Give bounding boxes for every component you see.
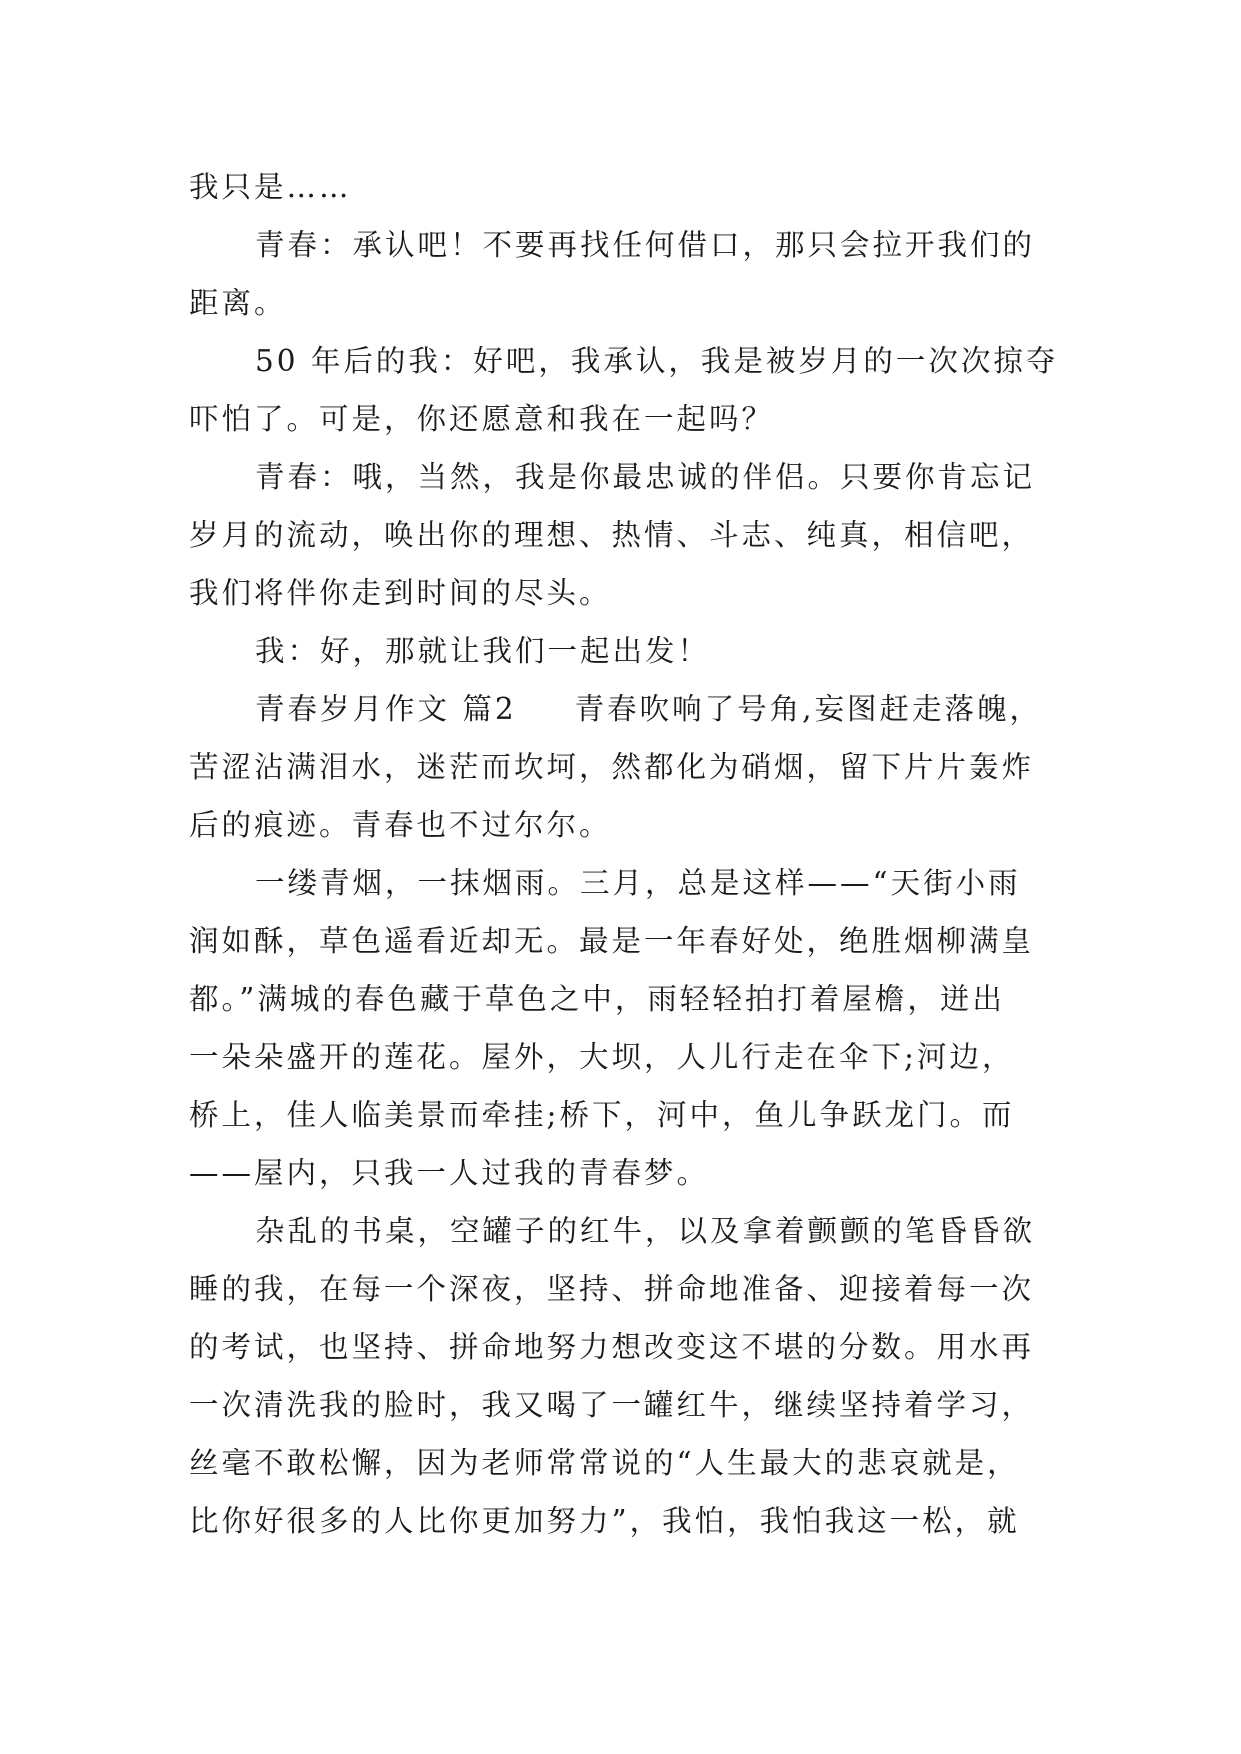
text-line: 杂乱的书桌，空罐子的红牛，以及拿着颤颤的笔昏昏欲: [255, 1214, 1036, 1248]
text-line: 岁月的流动，唤出你的理想、热情、斗志、纯真，相信吧，: [189, 518, 1035, 552]
text-line: 距离。: [189, 286, 287, 320]
text-line: 桥上，佳人临美景而牵挂;桥下，河中，鱼儿争跃龙门。而: [189, 1098, 1015, 1132]
document-body: [189, 158, 1059, 1550]
text-line: 50 年后的我：好吧，我承认，我是被岁月的一次次掠夺: [255, 344, 1059, 378]
text-line: 我：好，那就让我们一起出发！: [255, 634, 711, 668]
text-line: 我们将伴你走到时间的尽头。: [189, 576, 612, 610]
text-line: 比你好很多的人比你更加努力”，我怕，我怕我这一松，就: [189, 1504, 1020, 1538]
text-line: 一朵朵盛开的莲花。屋外，大坝，人儿行走在伞下;河边，: [189, 1040, 1015, 1074]
text-line: 一缕青烟，一抹烟雨。三月，总是这样——“天街小雨: [255, 866, 1021, 900]
text-line-tail: 青春吹响了号角,妄图赶走落魄，: [574, 692, 1043, 726]
text-line: 苦涩沾满泪水，迷茫而坎坷，然都化为硝烟，留下片片轰炸: [189, 750, 1035, 784]
section-heading: 青春岁月作文 篇2: [255, 692, 517, 726]
text-line: 一次清洗我的脸时，我又喝了一罐红牛，继续坚持着学习，: [189, 1388, 1035, 1422]
text-line: 丝毫不敢松懈，因为老师常常说的“人生最大的悲哀就是，: [189, 1446, 1020, 1480]
text-line: ——屋内，只我一人过我的青春梦。: [189, 1156, 710, 1190]
text-line: 润如酥，草色遥看近却无。最是一年春好处，绝胜烟柳满皇: [189, 924, 1035, 958]
text-line: 都。”满城的春色藏于草色之中，雨轻轻拍打着屋檐，迸出: [189, 982, 1005, 1016]
text-line: 青春：承认吧！不要再找任何借口，那只会拉开我们的: [255, 228, 1036, 262]
text-line: 睡的我，在每一个深夜，坚持、拼命地准备、迎接着每一次: [189, 1272, 1035, 1306]
text-line: 青春：哦，当然，我是你最忠诚的伴侣。只要你肯忘记: [255, 460, 1036, 494]
section-heading-line: [189, 680, 1051, 738]
text-line: 吓怕了。可是，你还愿意和我在一起吗？: [189, 402, 775, 436]
text-line: 我只是……: [189, 170, 352, 204]
text-line: 的考试，也坚持、拼命地努力想改变这不堪的分数。用水再: [189, 1330, 1035, 1364]
text-line: 后的痕迹。青春也不过尔尔。: [189, 808, 612, 842]
